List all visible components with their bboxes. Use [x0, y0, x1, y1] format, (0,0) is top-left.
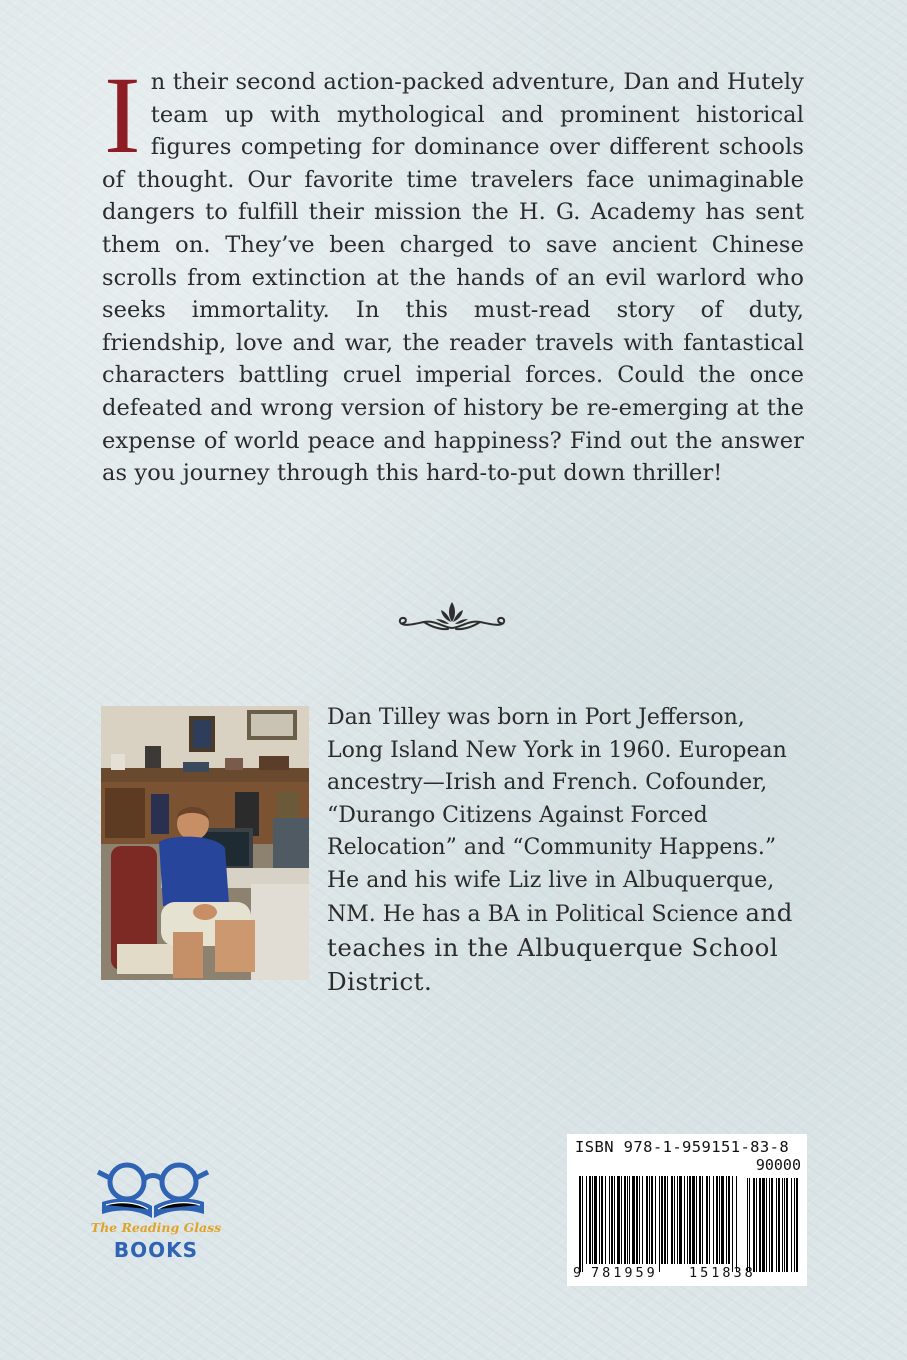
barcode-bar — [586, 1176, 587, 1264]
barcode-bar — [624, 1176, 626, 1264]
blurb-text: n their second action-packed adventure, Dan and Hutely team up with mythological and prominent historical figures competing for dominance over different schools of thought. Our favorite time travelers face unimaginable dangers to fulfill their mission the H. G. Academy has sent them on. They’ve been charged to save ancient Chinese scrolls from extinction at the hands of an evil warlord who seeks immortality. In this must-read story of duty, friendship, love and war, the reader travels with fantastical characters battling cruel imperial forces. Could the once defeated and wrong version of history be re-emerging at the expense of world peace and happiness? Find out the answer as you journey through this hard-to-put down thriller! — [102, 69, 804, 487]
barcode-bar — [605, 1176, 606, 1264]
addon-barcode-bar — [776, 1178, 777, 1272]
addon-barcode-bar — [778, 1178, 780, 1272]
barcode-bar — [594, 1176, 597, 1264]
barcode-bar — [592, 1176, 593, 1264]
barcode-bar — [589, 1176, 591, 1264]
floral-flourish-icon — [396, 598, 508, 638]
isbn-barcode — [567, 1134, 807, 1286]
barcode-bar — [719, 1176, 720, 1264]
back-cover-blurb — [102, 54, 804, 490]
barcode-bar — [692, 1176, 695, 1264]
barcode-bar — [599, 1176, 600, 1264]
barcode-bar — [651, 1176, 653, 1264]
barcode-bar — [627, 1176, 628, 1264]
addon-barcode-bar — [784, 1178, 785, 1272]
addon-barcode-bar — [791, 1178, 792, 1272]
barcode-bar — [736, 1176, 737, 1272]
barcode-bar — [702, 1176, 703, 1264]
addon-barcode-bar — [762, 1178, 765, 1272]
barcode-bar — [655, 1176, 656, 1264]
addon-barcode-bar — [796, 1178, 798, 1272]
barcode-bar — [639, 1176, 640, 1264]
addon-barcode-bar — [769, 1178, 770, 1272]
barcode-bar — [664, 1176, 666, 1264]
ean-first-digit: 9 — [573, 1265, 582, 1281]
barcode-bar — [579, 1176, 581, 1272]
barcode-bar — [582, 1176, 583, 1272]
addon-barcode-bar — [756, 1178, 757, 1272]
barcode-bar — [732, 1176, 733, 1272]
author-photo — [101, 706, 309, 980]
barcode-bar — [646, 1176, 648, 1264]
barcode-bar — [671, 1176, 673, 1264]
author-bio — [327, 702, 805, 1001]
barcode-bar — [716, 1176, 718, 1264]
barcode-bar — [667, 1176, 668, 1264]
addon-barcode-bar — [747, 1178, 748, 1272]
barcode-bar — [689, 1176, 691, 1264]
barcode-bar — [674, 1176, 675, 1264]
author-bio-text: Dan Tilley was born in Port Jefferson, Long Island New York in 1960. European ancestry—Irish and French. Cofounder, “Durango Citizens Against Forced Relocation” and “Community Happens.” He and his wife Liz live in Albuquerque, NM. He has a BA in Political Science — [327, 705, 787, 927]
author-bio-text-continued: and teaches in the Albuquerque School District. — [327, 898, 793, 996]
barcode-bar — [687, 1176, 688, 1264]
addon-barcode-bar — [759, 1178, 761, 1272]
barcode-bar — [699, 1176, 701, 1264]
barcode-bar — [636, 1176, 638, 1264]
barcode-bar — [721, 1176, 724, 1264]
publisher-name-line2: BOOKS — [113, 1238, 199, 1262]
barcode-bar — [661, 1176, 663, 1264]
barcode-bar — [677, 1176, 678, 1264]
barcode-bar — [679, 1176, 682, 1264]
barcode-bar — [709, 1176, 710, 1264]
barcode-bar — [642, 1176, 643, 1264]
barcode-bar — [617, 1176, 620, 1264]
barcode-bar — [726, 1176, 727, 1264]
addon-barcode-bar — [749, 1178, 750, 1272]
barcode-bar — [621, 1176, 622, 1264]
barcode-bar — [632, 1176, 635, 1264]
barcode-bar — [713, 1176, 714, 1264]
main-barcode-bars — [567, 1134, 807, 1286]
barcode-bar — [629, 1176, 630, 1264]
publisher-name-line1: The Reading Glass — [90, 1220, 222, 1235]
barcode-bar — [614, 1176, 615, 1264]
addon-barcode-bar — [766, 1178, 767, 1272]
barcode-bar — [601, 1176, 603, 1264]
ean-right-group: 151838 — [689, 1265, 756, 1281]
barcode-bar — [696, 1176, 697, 1264]
author-photo-illustration — [101, 706, 309, 980]
barcode-bar — [609, 1176, 610, 1264]
drop-cap: I — [104, 54, 141, 176]
addon-barcode-bar — [794, 1178, 795, 1272]
addon-barcode-bar — [771, 1178, 773, 1272]
barcode-bar — [728, 1176, 730, 1264]
isbn-number: ISBN 978-1-959151-83-8 — [575, 1138, 790, 1156]
addon-barcode-bar — [753, 1178, 755, 1272]
barcode-bar — [659, 1176, 660, 1272]
barcode-bar — [611, 1176, 613, 1264]
barcode-bar — [649, 1176, 650, 1264]
price-code: 90000 — [755, 1156, 801, 1174]
barcode-bar — [706, 1176, 708, 1264]
addon-barcode-bar — [782, 1178, 783, 1272]
addon-barcode-bar — [786, 1178, 788, 1272]
ean-left-group: 781959 — [591, 1265, 658, 1281]
barcode-bar — [684, 1176, 685, 1264]
publisher-logo — [86, 1158, 226, 1266]
